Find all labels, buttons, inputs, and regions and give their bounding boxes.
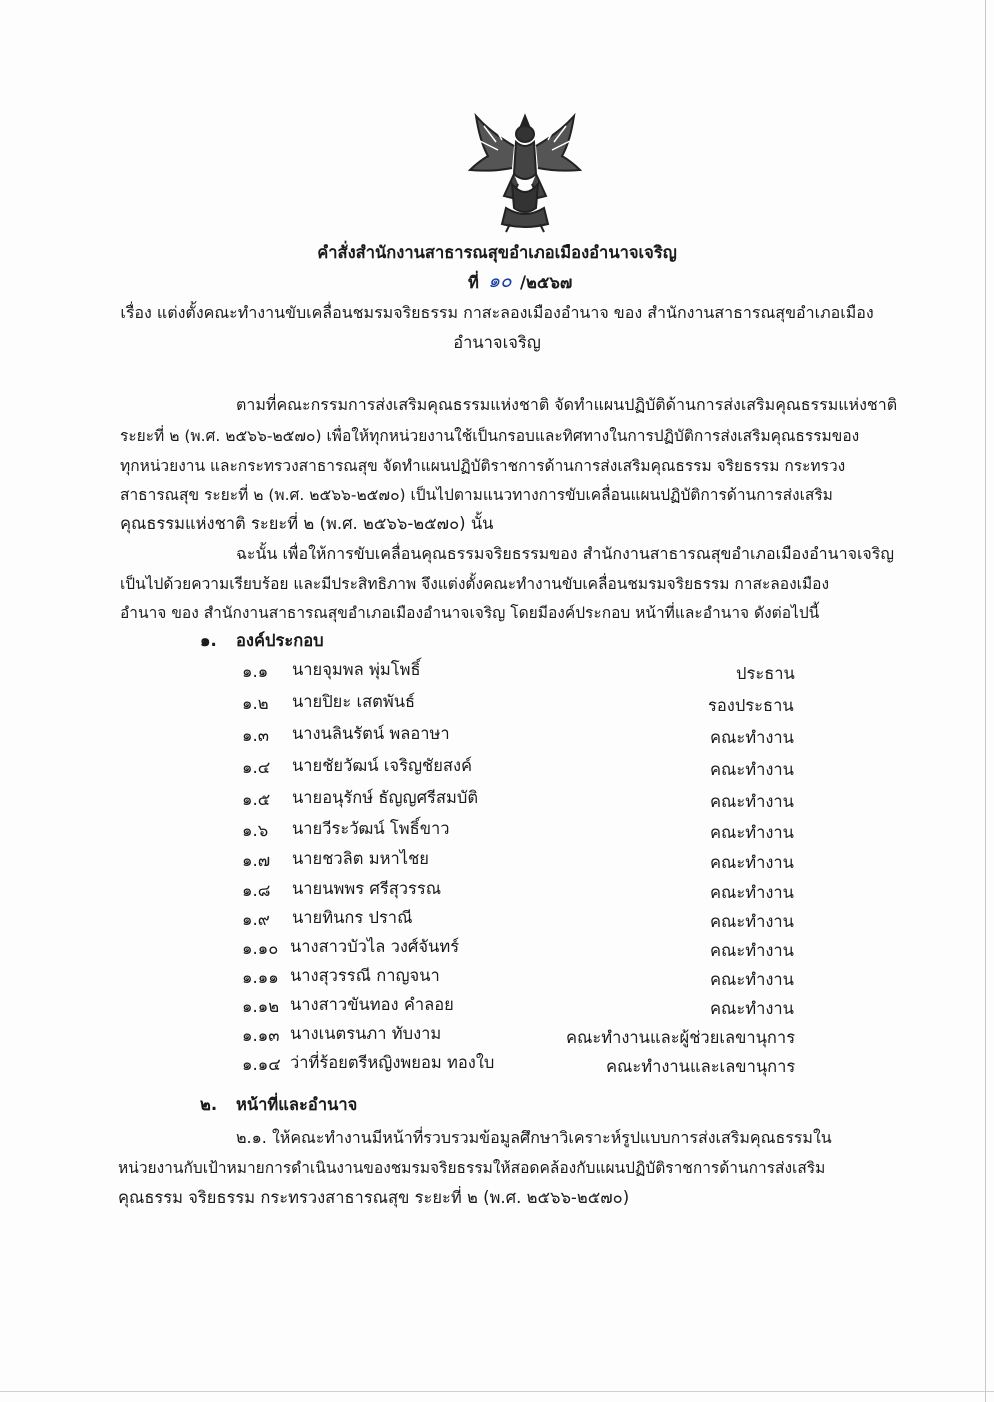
member-number: ๑.๗ xyxy=(242,851,271,870)
member-name: นางสาวบัวไล วงศ์จันทร์ xyxy=(290,937,460,956)
member-role: คณะทำงานและเลขานุการ xyxy=(606,1057,796,1076)
member-role: คณะทำงาน xyxy=(710,792,794,811)
member-number: ๑.๑๒ xyxy=(242,997,280,1016)
member-number: ๑.๓ xyxy=(242,726,269,745)
para1-line: ตามที่คณะกรรมการส่งเสริมคุณธรรมแห่งชาติ จัดทำแผนปฏิบัติด้านการส่งเสริมคุณธรรมแห่งชาติ xyxy=(236,395,898,414)
subject-line-2: อำนาจเจริญ xyxy=(453,333,541,352)
member-name: นางนลินรัตน์ พลอาษา xyxy=(292,724,450,743)
member-role: คณะทำงาน xyxy=(710,823,794,842)
order-number-handwritten: ๑๐ xyxy=(488,270,512,292)
member-number: ๑.๔ xyxy=(242,758,271,777)
member-number: ๑.๑ xyxy=(242,662,269,681)
scan-edge-bottom xyxy=(0,1391,994,1392)
section1-title: องค์ประกอบ xyxy=(236,631,324,650)
section1-number: ๑. xyxy=(200,631,217,650)
para2-line: ฉะนั้น เพื่อให้การขับเคลื่อนคุณธรรมจริยธรรมของ สำนักงานสาธารณสุขอำเภอเมืองอำนาจเจริญ xyxy=(236,544,895,563)
member-name: ว่าที่ร้อยตรีหญิงพยอม ทองใบ xyxy=(290,1053,495,1072)
member-role: ประธาน xyxy=(736,664,795,683)
member-name: นายชัยวัฒน์ เจริญชัยสงค์ xyxy=(292,756,473,775)
member-number: ๑.๑๐ xyxy=(242,939,279,958)
member-name: นางสุวรรณี กาญจนา xyxy=(290,966,440,985)
para3-line: ๒.๑. ให้คณะทำงานมีหน้าที่รวบรวมข้อมูลศึกษาวิเคราะห์รูปแบบการส่งเสริมคุณธรรมใน xyxy=(236,1128,832,1147)
para2-line: อำนาจ ของ สำนักงานสาธารณสุขอำเภอเมืองอำนาจเจริญ โดยมีองค์ประกอบ หน้าที่และอำนาจ ดังต่อไปนี้ xyxy=(120,604,820,622)
section2-title: หน้าที่และอำนาจ xyxy=(236,1095,358,1114)
member-role: คณะทำงาน xyxy=(710,970,794,989)
para2-line: เป็นไปด้วยความเรียบร้อย และมีประสิทธิภาพ จึงแต่งตั้งคณะทำงานขับเคลื่อนชมรมจริยธรรม กาสะลองเมือง xyxy=(120,575,830,593)
member-name: นายปิยะ เสตพันธ์ xyxy=(292,692,416,711)
member-role: คณะทำงาน xyxy=(710,912,794,931)
member-name: นายอนุรักษ์ ธัญญศรีสมบัติ xyxy=(292,788,479,807)
member-number: ๑.๑๓ xyxy=(242,1026,280,1045)
member-role: คณะทำงาน xyxy=(710,728,794,747)
member-role: คณะทำงาน xyxy=(710,883,794,902)
garuda-emblem-icon xyxy=(466,112,584,234)
order-title: คำสั่งสำนักงานสาธารณสุขอำเภอเมืองอำนาจเจริญ xyxy=(317,243,677,262)
member-name: นายวีระวัฒน์ โพธิ์ขาว xyxy=(292,819,450,838)
member-number: ๑.๑๔ xyxy=(242,1055,281,1074)
para1-line: ระยะที่ ๒ (พ.ศ. ๒๕๖๖-๒๕๗๐) เพื่อให้ทุกหน่วยงานใช้เป็นกรอบและทิศทางในการปฏิบัติการส่งเสริมคุณธรรมของ xyxy=(120,427,860,445)
member-role: คณะทำงาน xyxy=(710,760,794,779)
member-role: คณะทำงานและผู้ช่วยเลขานุการ xyxy=(566,1028,796,1047)
scan-edge-right xyxy=(985,0,986,1402)
member-number: ๑.๕ xyxy=(242,790,271,809)
para1-line: คุณธรรมแห่งชาติ ระยะที่ ๒ (พ.ศ. ๒๕๖๖-๒๕๗๐) นั้น xyxy=(120,514,494,533)
para1-line: สาธารณสุข ระยะที่ ๒ (พ.ศ. ๒๕๖๖-๒๕๗๐) เป็นไปตามแนวทางการขับเคลื่อนแผนปฏิบัติการด้านการส่งเสริม xyxy=(120,486,833,504)
member-number: ๑.๒ xyxy=(242,694,269,713)
member-name: นางสาวขันทอง คำลอย xyxy=(290,995,454,1014)
member-name: นายจุมพล พุ่มโพธิ์ xyxy=(292,660,421,679)
member-name: นายชวลิต มหาไชย xyxy=(292,849,429,868)
member-role: คณะทำงาน xyxy=(710,999,794,1018)
member-number: ๑.๖ xyxy=(242,821,269,840)
member-name: นายทินกร ปราณี xyxy=(292,908,413,927)
order-number-year: /๒๕๖๗ xyxy=(520,273,573,292)
member-number: ๑.๙ xyxy=(242,910,270,929)
para3-line: คุณธรรม จริยธรรม กระทรวงสาธารณสุข ระยะที่ ๒ (พ.ศ. ๒๕๖๖-๒๕๗๐) xyxy=(118,1188,630,1207)
section2-number: ๒. xyxy=(200,1095,218,1114)
member-name: นายนพพร ศรีสุวรรณ xyxy=(292,879,442,898)
subject-line-1: เรื่อง แต่งตั้งคณะทำงานขับเคลื่อนชมรมจริยธรรม กาสะลองเมืองอำนาจ ของ สำนักงานสาธารณสุขอำเภอเมือง xyxy=(120,303,874,322)
para3-line: หน่วยงานกับเป้าหมายการดำเนินงานของชมรมจริยธรรมให้สอดคล้องกับแผนปฏิบัติราชการด้านการส่งเสริม xyxy=(118,1159,826,1177)
order-number-prefix: ที่ xyxy=(468,273,479,292)
member-number: ๑.๑๑ xyxy=(242,968,279,987)
para1-line: ทุกหน่วยงาน และกระทรวงสาธารณสุข จัดทำแผนปฏิบัติราชการด้านการส่งเสริมคุณธรรม จริยธรรม กระทรวง xyxy=(120,457,846,475)
member-role: รองประธาน xyxy=(708,696,794,715)
member-name: นางเนตรนภา ทับงาม xyxy=(290,1024,442,1043)
member-role: คณะทำงาน xyxy=(710,853,794,872)
member-role: คณะทำงาน xyxy=(710,941,794,960)
member-number: ๑.๘ xyxy=(242,881,271,900)
